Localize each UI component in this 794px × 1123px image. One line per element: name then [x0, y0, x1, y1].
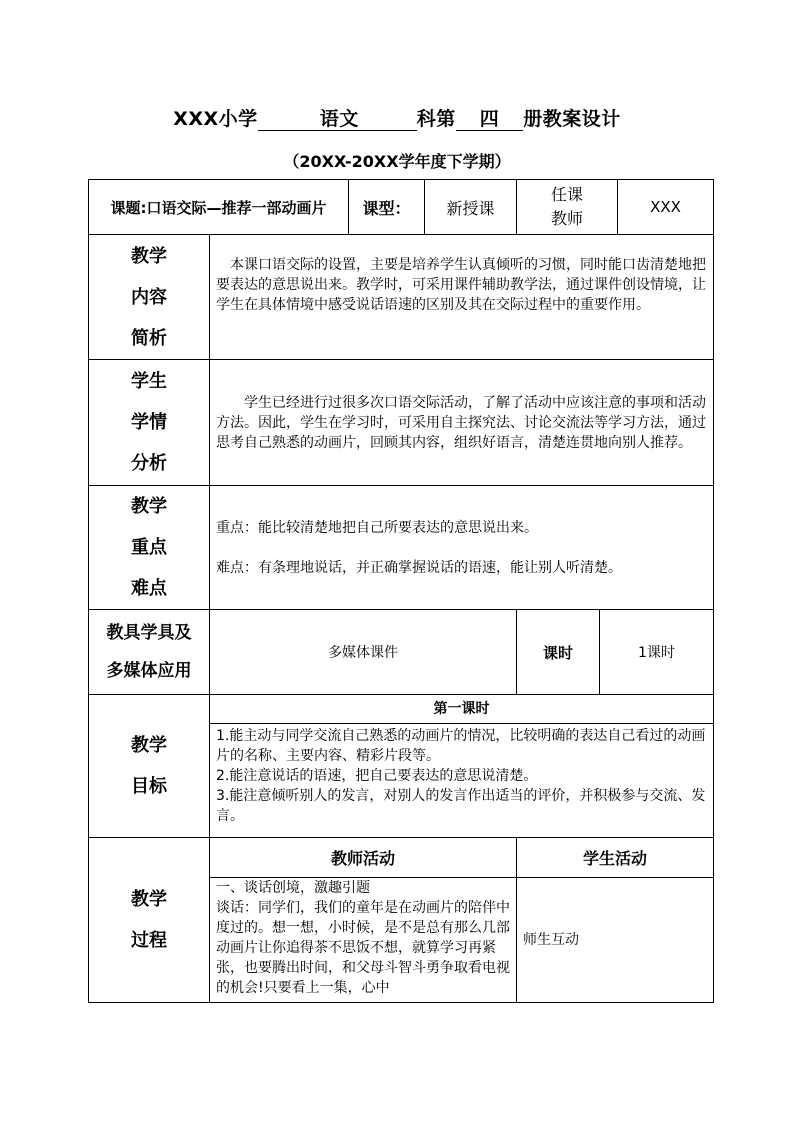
content-summary-row [89, 235, 714, 360]
label-line: 教学 [131, 245, 167, 267]
student-activity-text: 师生互动 [517, 878, 714, 1003]
hours-value: 1课时 [600, 610, 714, 695]
content-summary-label [89, 235, 210, 360]
lesson-type-label: 课型： [349, 180, 425, 235]
label-line: 重点 [131, 537, 167, 558]
objective-item: 1.能主动与同学交流自己熟悉的动画片的情况，比较明确的表达自己看过的动画片的名称、主要内容、精彩片段等。 [216, 728, 706, 764]
title-volume: 四 [456, 108, 524, 131]
label-line: 分析 [131, 453, 167, 474]
tools-value: 多媒体课件 [210, 610, 517, 695]
page-subtitle: （20XX-20XX学年度下学期） [283, 152, 511, 171]
process-header-row [89, 838, 714, 878]
objectives-list [210, 724, 713, 828]
step-title: 一、谈话创境，激趣引题 [216, 880, 370, 896]
label-line: 内容 [131, 286, 167, 308]
tools-label [89, 610, 210, 695]
page-title [0, 104, 794, 131]
teacher-value: XXX [618, 180, 714, 235]
title-blank-2 [359, 108, 417, 131]
title-school: XXX小学 [173, 108, 258, 130]
label-line: 目标 [131, 776, 167, 797]
key-points-label [89, 486, 210, 610]
objective-item: 2.能注意说话的语速，把自己要表达的意思说清楚。 [216, 768, 538, 784]
teacher-label-cell [517, 180, 618, 235]
difficult-point-text: 难点：有条理地说话，并正确掌握说话的语速，能让别人听清楚。 [216, 559, 622, 576]
label-line: 教学 [131, 889, 167, 910]
key-points-row [89, 486, 714, 610]
teacher-activity-cell [210, 878, 517, 1003]
tools-row [89, 610, 714, 695]
objectives-label [89, 695, 210, 838]
student-analysis-row [89, 360, 714, 486]
header-row [89, 180, 714, 235]
key-points-cell [210, 486, 714, 610]
label-line: 教学 [131, 496, 167, 517]
label-line: 教具学具及 [106, 623, 192, 643]
period-title: 第一课时 [210, 695, 713, 724]
label-line: 简析 [131, 327, 167, 349]
label-line: 学情 [131, 412, 167, 433]
objective-item: 3.能注意倾听别人的发言，对别人的发言作出适当的评价，并积极参与交流、发言。 [216, 788, 706, 824]
label-line: 教学 [131, 735, 167, 756]
teacher-activity-header: 教师活动 [210, 838, 517, 878]
content-summary-text: 本课口语交际的设置，主要是培养学生认真倾听的习惯，同时能口齿清楚地把要表达的意思说出来。教学时，可采用课件辅助教学法，通过课件创设情境，让学生在具体情境中感受说话语速的区别及其在交际过程中的重要作用。 [210, 235, 714, 360]
student-analysis-text: 学生已经进行过很多次口语交际活动，了解了活动中应该注意的事项和活动方法。因此，学生在学习时，可采用自主探究法、讨论交流法等学习方法，通过思考自己熟悉的动画片，回顾其内容，组织好语言，清楚连贯地向别人推荐。 [210, 360, 714, 486]
objectives-row [89, 695, 714, 838]
lesson-type-value: 新授课 [425, 180, 517, 235]
key-point-text: 重点：能比较清楚地把自己所要表达的意思说出来。 [216, 519, 538, 536]
title-subject: 语文 [319, 108, 359, 130]
lesson-title-cell: 课题:口语交际—推荐一部动画片 [89, 180, 349, 235]
title-suffix: 册教案设计 [523, 108, 621, 130]
hours-label: 课时 [517, 610, 600, 695]
process-label [89, 838, 210, 1003]
student-analysis-label [89, 360, 210, 486]
label-line: 多媒体应用 [106, 661, 192, 681]
objectives-cell [210, 695, 714, 838]
label-line: 难点 [131, 578, 167, 599]
label-line: 过程 [131, 930, 167, 951]
teacher-activity-text: 谈话：同学们，我们的童年是在动画片的陪伴中度过的。想一想，小时候，是不是总有那么几部动画片让你追得茶不思饭不想，就算学习再紧张，也要腾出时间，和父母斗智斗勇争取看电视的机会!只要看上一集，心中 [216, 900, 510, 996]
student-activity-header: 学生活动 [517, 838, 714, 878]
teacher-label-line-2: 教师 [551, 209, 584, 228]
label-line: 学生 [131, 371, 167, 392]
title-blank-1 [258, 108, 320, 131]
lesson-plan-table [88, 179, 714, 1003]
teacher-label-line-1: 任课 [551, 185, 584, 204]
title-ke-di: 科第 [416, 108, 456, 130]
